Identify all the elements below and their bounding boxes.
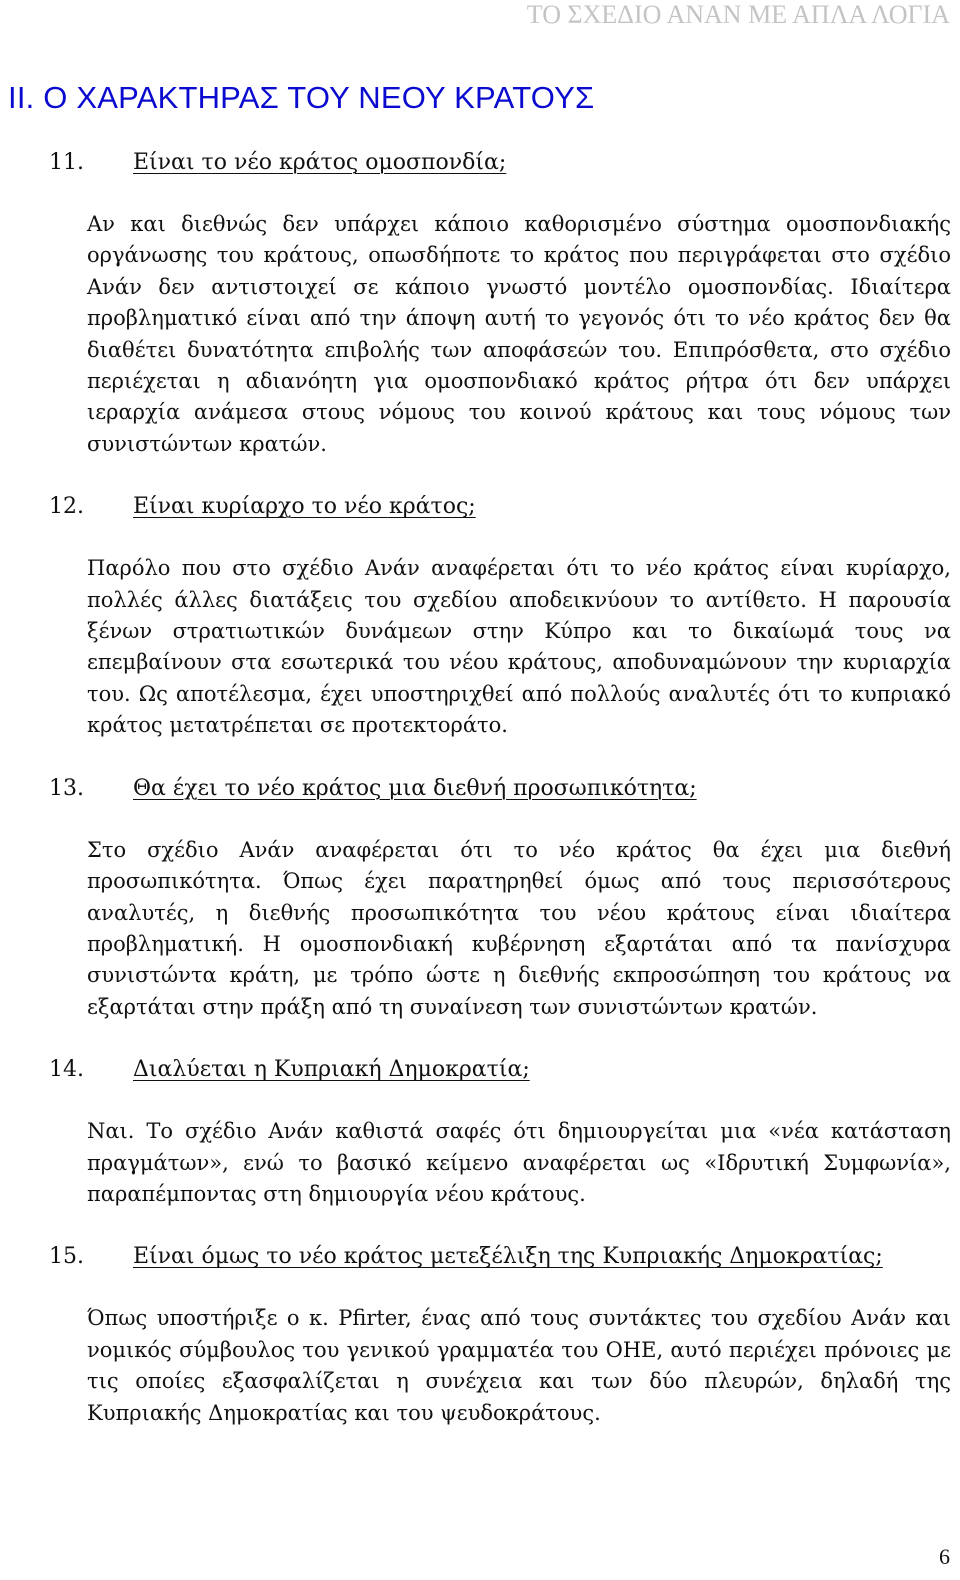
section-title: ΙΙ. Ο ΧΑΡΑΚΤΗΡΑΣ ΤΟΥ ΝΕΟΥ ΚΡΑΤΟΥΣ bbox=[8, 80, 595, 115]
question-text: Διαλύεται η Κυπριακή Δημοκρατία; bbox=[133, 1057, 530, 1083]
question-text: Είναι το νέο κράτος ομοσπονδία; bbox=[133, 150, 507, 175]
question-number: 14. bbox=[49, 1057, 84, 1083]
question-number: 12. bbox=[49, 494, 84, 520]
question-number: 13. bbox=[49, 775, 84, 801]
running-header: ΤΟ ΣΧΕΔΙΟ ΑΝΑΝ ΜΕ ΑΠΛΑ ΛΟΓΙΑ bbox=[526, 0, 950, 29]
question-heading bbox=[0, 772, 960, 806]
answer-paragraph: Ναι. Το σχέδιο Ανάν καθιστά σαφές ότι δημιουργείται μια «νέα κατάσταση πραγμάτων», ενώ το βασικό κείμενο αναφέρεται ως «Ιδρυτική Συμφωνία», παραπέμποντας στη δημιουργία νέου κράτους. bbox=[87, 1119, 951, 1206]
question-list bbox=[0, 146, 960, 1429]
answer-paragraph: Αν και διεθνώς δεν υπάρχει κάποιο καθορισμένο σύστημα ομοσπονδιακής οργάνωσης του κράτους, οπωσδήποτε το κράτος που περιγράφεται στο σχέδιο Ανάν δεν αντιστοιχεί σε κάποιο γνωστό μοντέλο ομοσπονδίας. Ιδιαίτερα προβληματικό είναι από την άποψη αυτή το γεγονός ότι το νέο κράτος δεν θα διαθέτει δυνατότητα επιβολής των αποφάσεών του. Επιπρόσθετα, στο σχέδιο περιέχεται η αδιανόητη για ομοσπονδιακό κράτος ρήτρα ότι δεν υπάρχει ιεραρχία ανάμεσα στους νόμους του κοινού κράτους και τους νόμους των συνιστώντων κρατών. bbox=[87, 212, 951, 456]
answer-paragraph: Όπως υποστήριξε ο κ. Pfirter, ένας από τους συντάκτες του σχεδίου Ανάν και νομικός σύμβουλος του γενικού γραμματέα του ΟΗΕ, αυτό περιέχει πρόνοιες με τις οποίες εξασφαλίζεται η συνέχεια και των δύο πλευρών, δηλαδή της Κυπριακής Δημοκρατίας και του ψευδοκράτους. bbox=[87, 1306, 951, 1425]
question-14 bbox=[0, 1053, 960, 1210]
answer-paragraph: Παρόλο που στο σχέδιο Ανάν αναφέρεται ότι το νέο κράτος είναι κυρίαρχο, πολλές άλλες διατάξεις του σχεδίου αποδεικνύουν το αντίθετο. Η παρουσία ξένων στρατιωτικών δυνάμεων στην Κύπρο και το δικαίωμά τους να επεμβαίνουν στα εσωτερικά του νέου κράτους, αποδυναμώνουν την κυριαρχία του. Ως αποτέλεσμα, έχει υποστηριχθεί από πολλούς αναλυτές ότι το κυπριακό κράτος μετατρέπεται σε προτεκτοράτο. bbox=[87, 556, 951, 738]
question-text: Είναι κυρίαρχο το νέο κράτος; bbox=[133, 494, 476, 520]
question-12 bbox=[0, 490, 960, 741]
question-text: Θα έχει το νέο κράτος μια διεθνή προσωπικότητα; bbox=[133, 775, 697, 801]
question-number: 11. bbox=[49, 150, 84, 175]
question-15 bbox=[0, 1240, 960, 1429]
question-number: 15. bbox=[49, 1244, 84, 1270]
page-number: 6 bbox=[939, 1544, 950, 1569]
question-heading bbox=[0, 1240, 960, 1274]
answer-paragraph: Στο σχέδιο Ανάν αναφέρεται ότι το νέο κράτος θα έχει μια διεθνή προσωπικότητα. Όπως έχει παρατηρηθεί όμως από τους περισσότερους αναλυτές, η διεθνής προσωπικότητα του νέου κράτους είναι ιδιαίτερα προβληματική. Η ομοσπονδιακή κυβέρνηση εξαρτάται από τα πανίσχυρα συνιστώντα κράτη, με τρόπο ώστε η διεθνής εκπροσώπηση του κράτους να εξαρτάται στην πράξη από τη συναίνεση των συνιστώντων κρατών. bbox=[87, 837, 951, 1019]
question-13 bbox=[0, 772, 960, 1023]
question-heading bbox=[0, 146, 960, 180]
question-heading bbox=[0, 1053, 960, 1087]
question-11 bbox=[0, 146, 960, 460]
question-heading bbox=[0, 490, 960, 524]
question-text: Είναι όμως το νέο κράτος μετεξέλιξη της Κυπριακής Δημοκρατίας; bbox=[133, 1244, 883, 1270]
